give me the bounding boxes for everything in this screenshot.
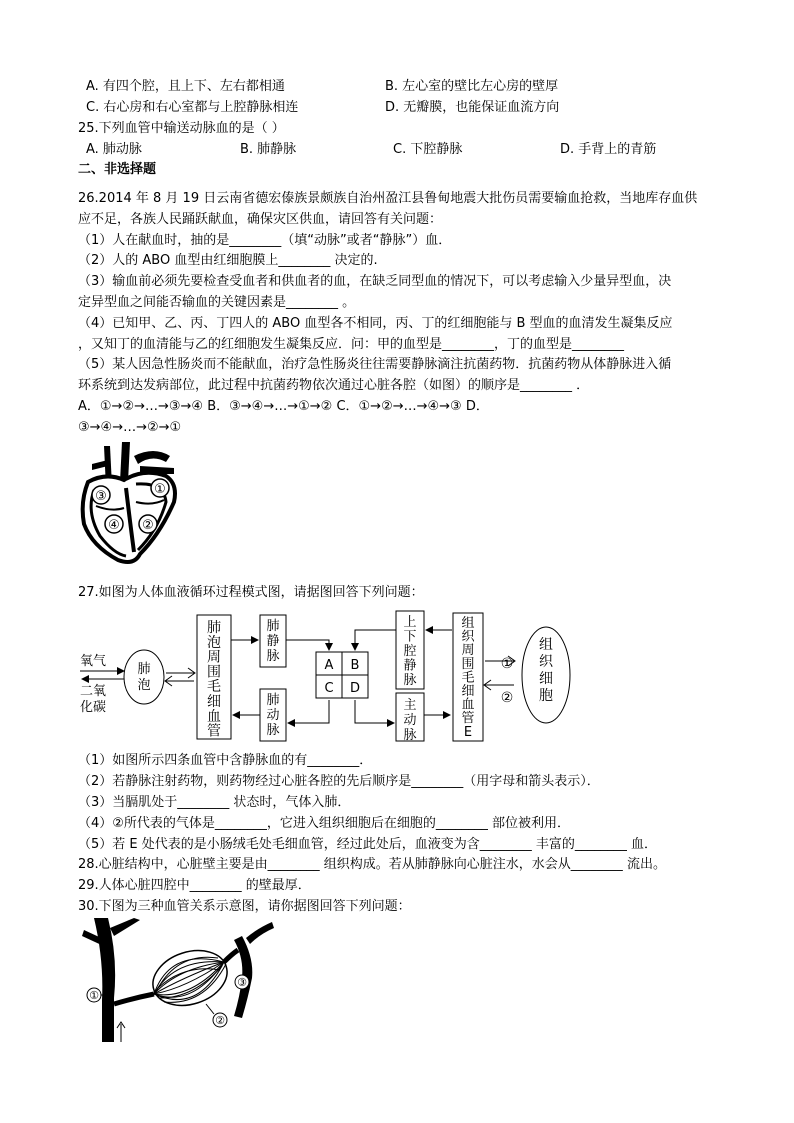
q29: 29.人体心脏四腔中________ 的壁最厚． — [78, 878, 311, 893]
vessel-label-3: ③ — [237, 976, 247, 989]
q26-intro-line1: 26.2014 年 8 月 19 日云南省德宏傣族景颇族自治州盈江县鲁甸地震大批伤员需要输血抢救，当地库存血供 — [78, 191, 698, 206]
q26-part5-line1: （5）某人因急性肠炎而不能献血，治疗急性肠炎往往需要静脉滴注抗菌药物．抗菌药物从体静脉进入循 — [78, 357, 672, 372]
circle-label-2: ② — [500, 690, 514, 706]
q26-part4-line1: （4）已知甲、乙、丙、丁四人的 ABO 血型各不相同，丙、丁的红细胞能与 B 型血的血清发生凝集反应 — [78, 316, 673, 331]
circle-label-1: ① — [500, 656, 514, 672]
heart-label-4: ④ — [108, 518, 120, 533]
q26-part3-line1: （3）输血前必须先要检查受血者和供血者的血，在缺乏同型血的情况下，可以考虑输入少量异型血，决 — [78, 274, 672, 289]
vessel-label-1: ① — [89, 989, 99, 1002]
q26-intro-line2: 应不足，各族人民踊跃献血，确保灾区供血，请回答有关问题： — [78, 212, 443, 227]
q27-part2: （2）若静脉注射药物，则药物经过心脏各腔的先后顺序是________（用字母和箭头表示）． — [78, 774, 600, 789]
section-title: 二、非选择题 — [78, 162, 157, 177]
q27-part4: （4）②所代表的气体是________，它进入组织细胞后在细胞的________ 部位被利用． — [78, 816, 571, 831]
heart-label-2: ② — [142, 518, 154, 533]
q27-part5: （5）若 E 处代表的是小肠绒毛处毛细血管，经过此处后，血液变为含________ 丰富的________ 血． — [78, 837, 658, 852]
q27-part3: （3）当膈肌处于________ 状态时，气体入肺． — [78, 795, 351, 810]
q25-option-b: B. 肺静脉 — [240, 142, 297, 157]
heart-label-1: ① — [154, 482, 166, 497]
heart-label-3: ③ — [95, 489, 107, 504]
q26-options-line2: ③→④→…→②→① — [78, 420, 182, 435]
vessel-label-2: ② — [215, 1014, 225, 1027]
tissue-cell-label: 组织细胞 — [539, 637, 553, 704]
pulmonary-artery-label: 肺动脉 — [266, 693, 280, 738]
q26-part3-line2: 定异型血之间能否输血的关键因素是________ 。 — [78, 295, 356, 310]
q24-option-d: D. 无瓣膜，也能保证血流方向 — [385, 100, 560, 115]
q26-part4-line2: ，又知丁的血清能与乙的红细胞发生凝集反应．问：甲的血型是________，丁的血型是________ — [78, 337, 625, 352]
q27-stem: 27.如图为人体血液循环过程模式图，请据图回答下列问题： — [78, 585, 424, 600]
chamber-b: B — [350, 658, 360, 673]
q30-stem: 30.下图为三种血管关系示意图，请你据图回答下列问题： — [78, 899, 411, 914]
circulation-diagram — [76, 605, 586, 745]
alveolar-capillary-label: 肺泡周围毛细血管 — [207, 620, 221, 740]
q27-part1: （1）如图所示四条血管中含静脉血的有________． — [78, 753, 373, 768]
alveolus-label: 肺泡 — [137, 662, 151, 693]
vessel-diagram — [74, 918, 274, 1042]
co2-label-line2: 化碳 — [80, 700, 107, 715]
aorta-label: 主动脉 — [403, 698, 417, 743]
oxygen-label: 氧气 — [80, 654, 107, 669]
chamber-d: D — [349, 681, 361, 696]
q25-option-d: D. 手背上的青筋 — [560, 142, 657, 157]
q25-option-c: C. 下腔静脉 — [393, 142, 463, 157]
pulmonary-vein-label: 肺静脉 — [266, 619, 280, 664]
heart-diagram — [74, 442, 186, 568]
q26-part5-line2: 环系统到达发病部位，此过程中抗菌药物依次通过心脏各腔（如图）的顺序是________ ． — [78, 378, 590, 393]
q26-options-line1: A．①→②→…→③→④ B．③→④→…→①→② C．①→②→…→④→③ D． — [78, 399, 489, 414]
q24-option-a: A. 有四个腔，且上下、左右都相通 — [86, 79, 285, 94]
q25-stem: 25.下列血管中输送动脉血的是（ ） — [78, 121, 285, 136]
chamber-a: A — [324, 658, 334, 673]
q26-part1: （1）人在献血时，抽的是________（填“动脉”或者“静脉”）血． — [78, 233, 452, 248]
q24-option-c: C. 右心房和右心室都与上腔静脉相连 — [86, 100, 299, 115]
q24-option-b: B. 左心室的壁比左心房的壁厚 — [385, 79, 559, 94]
tissue-capillary-label: 组织周围毛细血管 E — [461, 616, 475, 740]
venae-cavae-label: 上下腔静脉 — [403, 615, 417, 688]
q28: 28.心脏结构中，心脏壁主要是由________ 组织构成。若从肺静脉向心脏注水，水会从________ 流出。 — [78, 857, 666, 872]
q25-option-a: A. 肺动脉 — [86, 142, 142, 157]
co2-label-line1: 二氧 — [80, 684, 107, 699]
q26-part2: （2）人的 ABO 血型由红细胞膜上________ 决定的. — [78, 253, 378, 268]
chamber-c: C — [324, 681, 334, 696]
